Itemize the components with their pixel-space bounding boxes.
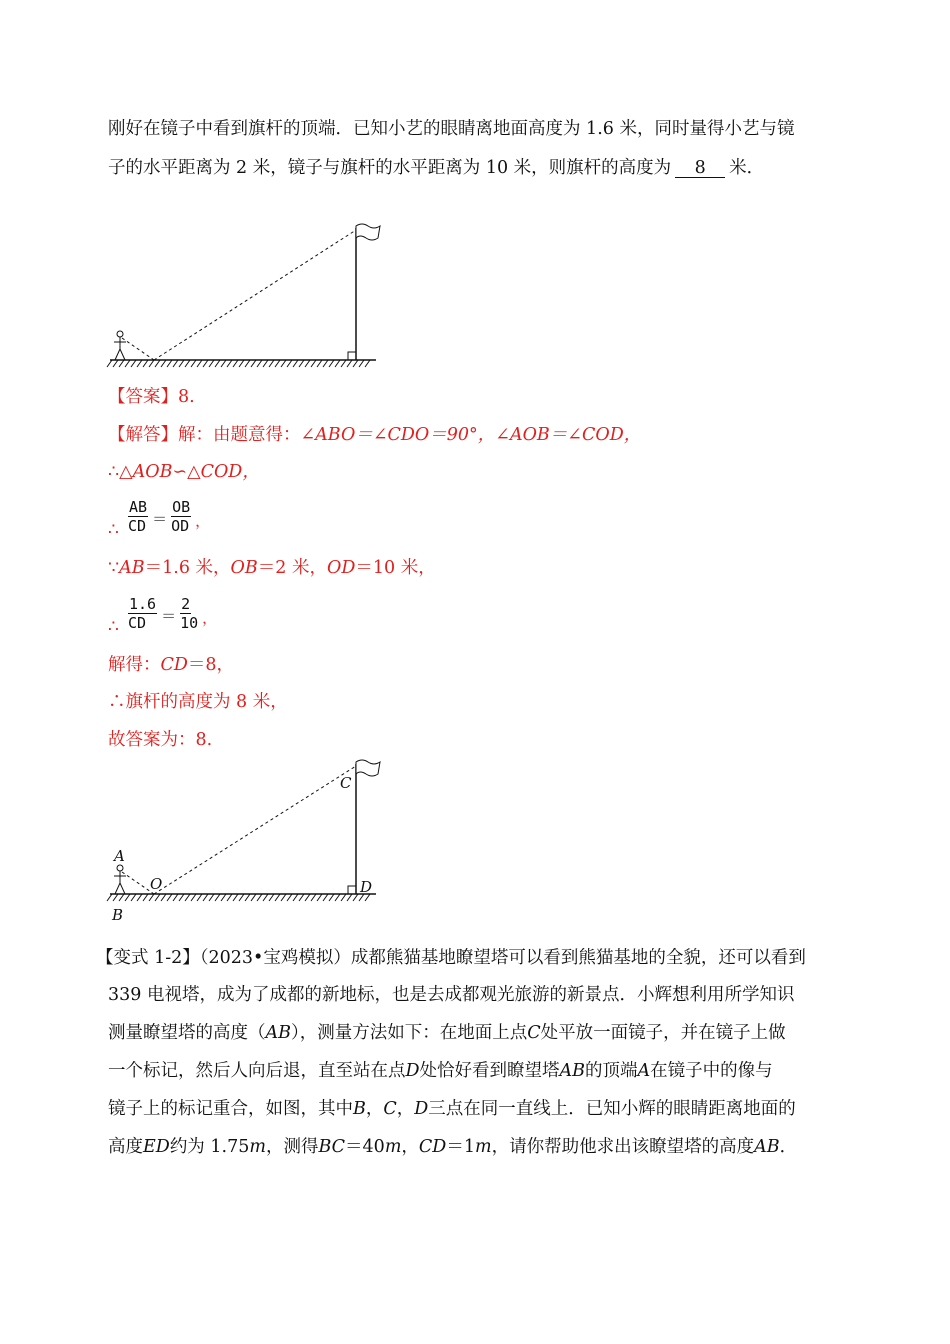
hatch-stroke [299,894,304,901]
hatch-stroke [281,360,286,367]
flag-icon [356,224,380,240]
hatch-stroke [353,894,358,901]
label-D: D [360,878,373,896]
hatch-stroke [263,360,268,367]
hatch-stroke [341,894,346,901]
hatch-stroke [257,360,262,367]
hatch-stroke [179,894,184,901]
hatch-stroke [269,360,274,367]
hatch-stroke [257,894,262,901]
hatch-stroke [107,894,112,901]
hatch-stroke [197,360,202,367]
hatch-stroke [287,894,292,901]
hatch-stroke [251,894,256,901]
solution-line-2: ∴△AOB∽△COD， [108,462,260,482]
problem-line-1: 刚好在镜子中看到旗杆的顶端．已知小艺的眼睛离地面高度为 1.6 米，同时量得小艺与镜 [108,119,795,139]
hatch-stroke [155,894,160,901]
person-icon [114,331,126,360]
hatch-stroke [341,360,346,367]
solution-line-7: ∴旗杆的高度为 8 米， [108,692,288,712]
hatch-stroke [227,894,232,901]
variant-line-2: 339 电视塔，成为了成都的新地标，也是去成都观光旅游的新景点．小辉想利用所学知识 [108,985,795,1005]
hatch-stroke [173,894,178,901]
hatch-stroke [263,894,268,901]
ground-hatching [107,360,376,367]
hatch-stroke [347,894,352,901]
hatch-stroke [155,360,160,367]
person-icon [114,865,126,894]
hatch-stroke [275,360,280,367]
hatch-stroke [311,894,316,901]
hatch-stroke [323,360,328,367]
hatch-stroke [269,894,274,901]
hatch-stroke [185,894,190,901]
hatch-stroke [221,894,226,901]
label-B: B [112,906,124,924]
hatch-stroke [167,360,172,367]
hatch-stroke [233,360,238,367]
variant-line-5: 镜子上的标记重合，如图，其中B，C，D三点在同一直线上．已知小辉的眼睛距离地面的 [108,1099,796,1119]
problem-line-2: 子的水平距离为 2 米，镜子与旗杆的水平距离为 10 米，则旗杆的高度为 8 米． [108,158,765,178]
hatch-stroke [317,360,322,367]
hatch-stroke [347,360,352,367]
hatch-stroke [167,894,172,901]
hatch-stroke [353,360,358,367]
hatch-stroke [119,360,124,367]
hatch-stroke [131,360,136,367]
hatch-stroke [197,894,202,901]
hatch-stroke [191,360,196,367]
hatch-stroke [185,360,190,367]
hatch-stroke [209,894,214,901]
fraction-equation-2: ∴ $\frac{1.6}{CD} = \frac{2}{10}$ ， [108,595,218,637]
hatch-stroke [227,360,232,367]
hatch-stroke [209,360,214,367]
solution-line-4: ∵AB＝1.6 米，OB＝2 米，OD＝10 米， [108,558,436,578]
hatch-stroke [329,360,334,367]
hatch-stroke [335,360,340,367]
hatch-stroke [305,360,310,367]
solution-line-6: 解得：CD＝8， [108,655,235,675]
flag-icon [356,760,380,776]
flagpole-diagram-2 [108,758,383,928]
variant-line-6: 高度ED约为 1.75m，测得BC＝40m，CD＝1m，请你帮助他求出该瞭望塔的高度AB． [108,1137,798,1157]
answer-blank: 8 [675,159,725,178]
label-A: A [114,847,125,865]
hatch-stroke [137,360,142,367]
hatch-stroke [275,894,280,901]
hatch-stroke [293,894,298,901]
hatch-stroke [161,894,166,901]
hatch-stroke [281,894,286,901]
hatch-stroke [215,894,220,901]
hatch-stroke [149,894,154,901]
hatch-stroke [131,894,136,901]
hatch-stroke [161,360,166,367]
sight-line-to-top [154,230,356,360]
hatch-stroke [245,360,250,367]
hatch-stroke [365,360,370,367]
variant-line-1: 【变式 1-2】（2023•宝鸡模拟）成都熊猫基地瞭望塔可以看到熊猫基地的全貌，还可以看到 [96,948,806,968]
hatch-stroke [149,360,154,367]
hatch-stroke [143,894,148,901]
hatch-stroke [119,894,124,901]
hatch-stroke [287,360,292,367]
variant-line-4: 一个标记，然后人向后退，直至站在点D处恰好看到瞭望塔AB的顶端A在镜子中的像与 [108,1061,773,1081]
hatch-stroke [323,894,328,901]
right-angle-mark [348,352,356,360]
hatch-stroke [137,894,142,901]
sight-line-to-top [154,766,356,894]
variant-line-3: 测量瞭望塔的高度（AB），测量方法如下：在地面上点C处平放一面镜子，并在镜子上做 [108,1023,786,1043]
hatch-stroke [113,360,118,367]
hatch-stroke [143,360,148,367]
hatch-stroke [305,894,310,901]
hatch-stroke [125,360,130,367]
hatch-stroke [191,894,196,901]
hatch-stroke [125,894,130,901]
hatch-stroke [245,894,250,901]
hatch-stroke [359,360,364,367]
solution-line-8: 故答案为：8. [108,730,213,750]
hatch-stroke [107,360,112,367]
label-C: C [340,774,352,792]
hatch-stroke [293,360,298,367]
hatch-stroke [299,360,304,367]
sight-line-to-mirror [122,338,154,360]
hatch-stroke [317,894,322,901]
solution-line-1: 【解答】解：由题意得：∠ABO＝∠CDO＝90°，∠AOB＝∠COD， [108,425,642,445]
hatch-stroke [335,894,340,901]
hatch-stroke [239,360,244,367]
flagpole-diagram-1 [108,218,383,378]
hatch-stroke [215,360,220,367]
hatch-stroke [203,360,208,367]
hatch-stroke [179,360,184,367]
ground-hatching [107,894,370,901]
fraction-equation-1: ∴ $\frac{AB}{CD} = \frac{OB}{OD}$ ， [108,498,211,540]
hatch-stroke [233,894,238,901]
hatch-stroke [221,360,226,367]
hatch-stroke [203,894,208,901]
hatch-stroke [239,894,244,901]
right-angle-mark [348,886,356,894]
label-O: O [150,875,163,893]
answer-line: 【答案】8. [108,387,195,407]
hatch-stroke [113,894,118,901]
hatch-stroke [311,360,316,367]
hatch-stroke [173,360,178,367]
hatch-stroke [329,894,334,901]
hatch-stroke [251,360,256,367]
